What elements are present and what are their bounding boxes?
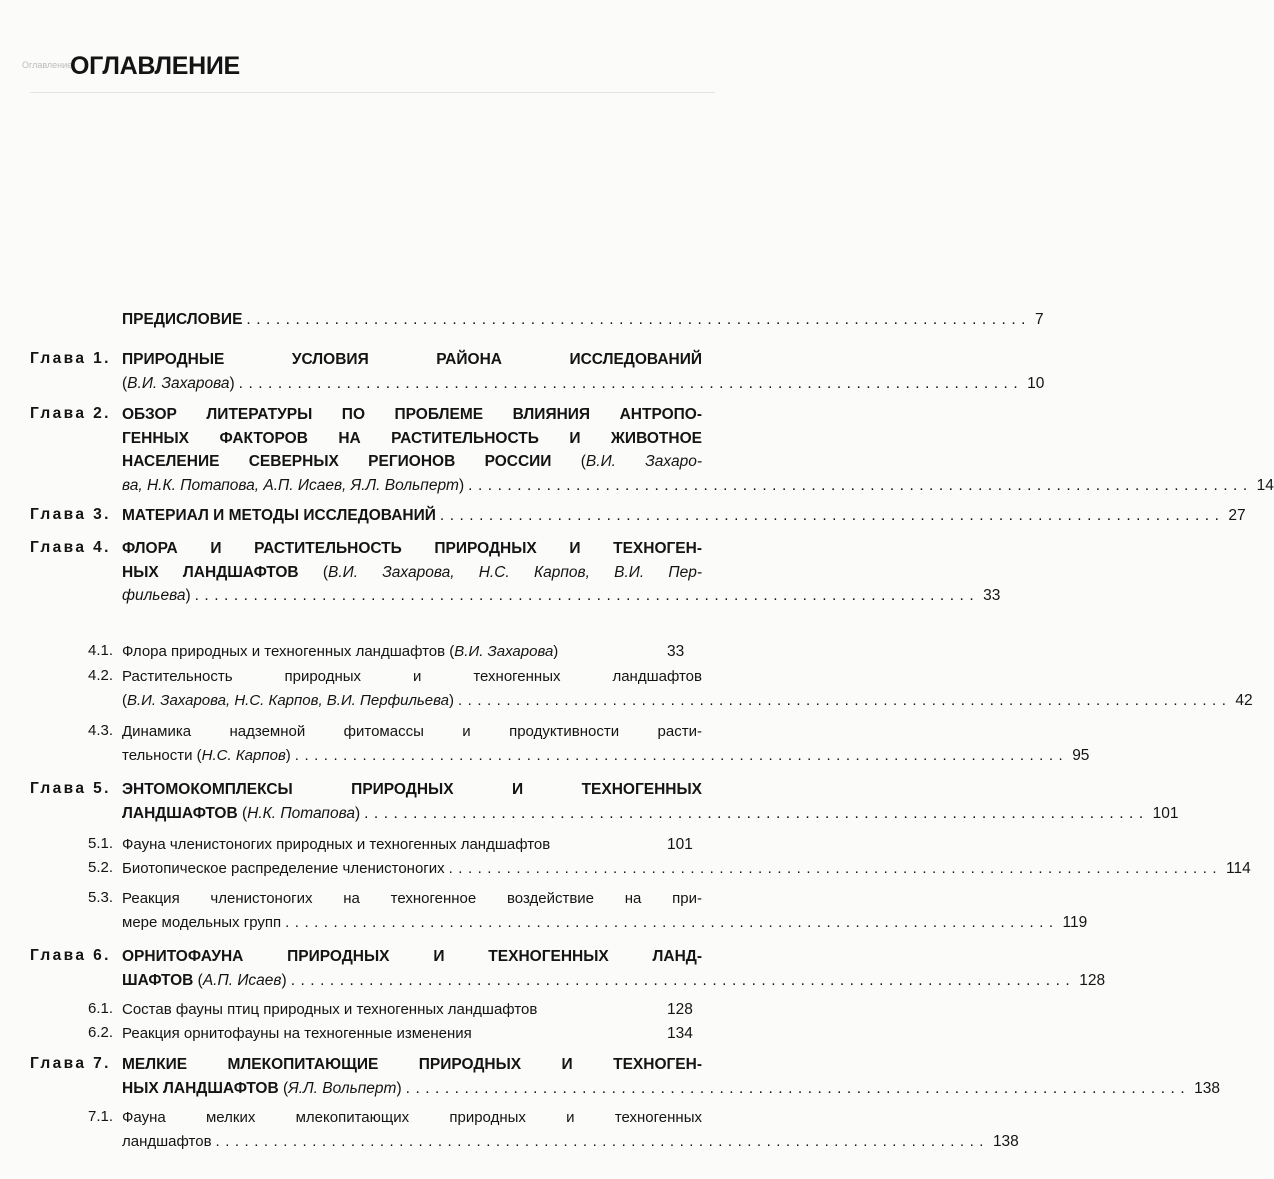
- entry-authors: Н.К. Потапова: [247, 804, 355, 822]
- entry-line: [122, 722, 702, 746]
- entry-text: [122, 642, 558, 666]
- entry-title-segment: Фауна мелких млекопитающих природных и техногенных: [122, 1109, 702, 1126]
- dot-leader: [476, 1024, 663, 1048]
- entry-line: [122, 452, 702, 476]
- entry-title-segment: ): [229, 374, 235, 392]
- dot-leader: ................................................................................: [290, 971, 1076, 989]
- entry-line: [122, 310, 1044, 334]
- entry-authors: В.И. Захарова, Н.С. Карпов, В.И. Пер-: [328, 563, 703, 581]
- chapter-label: Глава 5.: [30, 780, 111, 797]
- entry-title-segment: ОРНИТОФАУНА ПРИРОДНЫХ И ТЕХНОГЕННЫХ ЛАНД-: [122, 948, 702, 965]
- page-number: 119: [1062, 913, 1088, 931]
- running-head: Оглавление: [22, 60, 73, 70]
- entry-line: [122, 506, 1246, 530]
- entry-title-segment: ШАФТОВ: [122, 971, 198, 989]
- entry-text: [122, 691, 454, 715]
- toc-entry[interactable]: [0, 780, 1179, 827]
- entry-line: [122, 429, 702, 453]
- entry-text: [122, 746, 291, 770]
- section-number: 6.1.: [88, 1000, 114, 1017]
- page-number: 95: [1072, 746, 1090, 764]
- page-number: 7: [1034, 311, 1044, 328]
- toc-entry[interactable]: [0, 722, 1090, 769]
- entry-text: [122, 586, 191, 610]
- entry-authors: Н.С. Карпов: [201, 746, 286, 764]
- entry-line: [122, 1132, 1019, 1156]
- entry-line: [122, 1079, 1221, 1103]
- entry-text: [122, 564, 702, 581]
- entry-line: [122, 889, 702, 913]
- entry-text: [122, 723, 702, 740]
- entry-text: [122, 1079, 402, 1103]
- entry-title-segment: ): [448, 691, 454, 709]
- page-number: 101: [667, 836, 693, 853]
- entry-authors: В.И. Захаро-: [585, 453, 703, 470]
- entry-text: [122, 476, 464, 500]
- entry-text: [122, 351, 702, 368]
- entry-title-segment: НЫХ ЛАНДШАФТОВ: [122, 563, 323, 581]
- entry-title-segment: МАТЕРИАЛ И МЕТОДЫ ИССЛЕДОВАНИЙ: [122, 507, 436, 524]
- entry-title-segment: Состав фауны птиц природных и техногенных ландшафтов: [122, 1001, 538, 1018]
- entry-text: [122, 1109, 702, 1126]
- dot-leader: ................................................................................: [405, 1079, 1191, 1097]
- dot-leader: ................................................................................: [439, 507, 1225, 524]
- entry-line: [122, 1055, 702, 1079]
- entry-title-segment: Реакция орнитофауны на техногенные изменения: [122, 1025, 472, 1042]
- entry-text: [122, 310, 242, 334]
- dot-leader: ................................................................................: [215, 1132, 989, 1150]
- dot-leader: ................................................................................: [194, 587, 980, 604]
- entry-line: [122, 1000, 707, 1024]
- entry-line: [122, 667, 702, 691]
- entry-text: [122, 1132, 212, 1156]
- entry-authors: А.П. Исаев: [202, 971, 282, 989]
- dot-leader: ................................................................................: [238, 374, 1024, 392]
- entry-title-segment: МЕЛКИЕ МЛЕКОПИТАЮЩИЕ ПРИРОДНЫХ И ТЕХНОГЕН-: [122, 1056, 702, 1073]
- entry-line: [122, 374, 1045, 398]
- entry-title-segment: ФЛОРА И РАСТИТЕЛЬНОСТЬ ПРИРОДНЫХ И ТЕХНОГЕН-: [122, 540, 702, 557]
- entry-title-segment: ): [185, 587, 191, 604]
- entry-text: [122, 804, 360, 828]
- entry-line: [122, 1024, 707, 1048]
- chapter-label: Глава 4.: [30, 539, 111, 556]
- page-number: 128: [667, 1001, 693, 1018]
- dot-leader: ................................................................................: [246, 311, 1031, 328]
- entry-text: [122, 890, 702, 907]
- page-number: 42: [1235, 691, 1253, 709]
- entry-text: [122, 453, 702, 470]
- toc-entry[interactable]: [0, 1000, 757, 1024]
- entry-title-segment: (: [122, 374, 128, 392]
- entry-line: [122, 563, 702, 587]
- entry-title-segment: НЫХ ЛАНДШАФТОВ: [122, 1079, 283, 1097]
- entry-title-segment: Флора природных и техногенных ландшафтов (: [122, 643, 455, 660]
- entry-title-segment: (: [322, 563, 328, 581]
- entry-authors: фильева: [122, 587, 186, 604]
- entry-authors: Я.Л. Вольперт: [288, 1079, 397, 1097]
- dot-leader: ................................................................................: [294, 746, 1069, 764]
- entry-authors: В.И. Захарова, Н.С. Карпов, В.И. Перфильева: [127, 691, 449, 709]
- entry-text: [122, 406, 702, 423]
- page-number: 138: [992, 1132, 1019, 1150]
- entry-title-segment: ): [396, 1079, 402, 1097]
- entry-text: [122, 948, 702, 965]
- entry-authors: В.И. Захарова: [454, 643, 554, 660]
- toc-entry[interactable]: [0, 667, 1253, 714]
- toc-entry[interactable]: [0, 835, 757, 859]
- page-number: 33: [983, 587, 1001, 604]
- entry-title-segment: ): [458, 476, 465, 494]
- toc-entry[interactable]: [0, 859, 1251, 883]
- page-number: 128: [1079, 971, 1106, 989]
- entry-text: [122, 859, 445, 883]
- entry-line: [122, 476, 1274, 500]
- section-number: 5.1.: [88, 835, 114, 852]
- page-number: 134: [667, 1025, 693, 1042]
- entry-line: [122, 971, 1106, 995]
- entry-title-segment: ЛАНДШАФТОВ: [122, 804, 242, 822]
- page-title: ОГЛАВЛЕНИЕ: [70, 52, 240, 80]
- entry-authors: В.И. Захарова: [127, 374, 230, 392]
- section-number: 5.2.: [88, 859, 114, 876]
- entry-line: [122, 350, 702, 374]
- entry-text: [122, 506, 436, 530]
- entry-text: [122, 781, 702, 798]
- entry-title-segment: Растительность природных и техногенных ландшафтов: [122, 668, 702, 685]
- section-number: 4.1.: [88, 642, 114, 659]
- chapter-label: Глава 3.: [30, 506, 111, 523]
- toc-entry[interactable]: [0, 889, 1088, 936]
- entry-title-segment: Динамика надземной фитомассы и продуктивности расти-: [122, 723, 702, 740]
- toc-entry[interactable]: [0, 1024, 757, 1048]
- dot-leader: ................................................................................: [285, 913, 1059, 931]
- entry-title-segment: НАСЕЛЕНИЕ СЕВЕРНЫХ РЕГИОНОВ РОССИИ: [122, 453, 581, 470]
- page-number: 14: [1256, 476, 1274, 494]
- entry-title-segment: (: [241, 804, 248, 822]
- entry-text: [122, 1024, 472, 1048]
- chapter-label: Глава 6.: [30, 947, 111, 964]
- dot-leader: ................................................................................: [457, 691, 1232, 709]
- entry-line: [122, 746, 1090, 770]
- entry-text: [122, 374, 235, 398]
- entry-title-segment: Фауна членистоногих природных и техногенных ландшафтов: [122, 836, 551, 853]
- page-number: 33: [667, 643, 685, 660]
- page-number: 114: [1226, 860, 1251, 877]
- header-rule: [30, 92, 715, 93]
- toc-entry[interactable]: [0, 310, 1044, 334]
- entry-title-segment: ландшафтов: [122, 1132, 212, 1150]
- entry-title-segment: ЭНТОМОКОМПЛЕКСЫ ПРИРОДНЫХ И ТЕХНОГЕННЫХ: [122, 781, 702, 798]
- entry-line: [122, 691, 1253, 715]
- dot-leader: ................................................................................: [364, 804, 1149, 822]
- dot-leader: [541, 1000, 663, 1024]
- entry-title-segment: ): [285, 746, 291, 764]
- entry-title-segment: ГЕННЫХ ФАКТОРОВ НА РАСТИТЕЛЬНОСТЬ И ЖИВОТНОЕ: [122, 429, 702, 447]
- section-number: 4.3.: [88, 722, 114, 739]
- page-number: 138: [1194, 1079, 1221, 1097]
- dot-leader: [554, 835, 663, 859]
- entry-title-segment: ): [281, 971, 287, 989]
- entry-title-segment: ): [354, 804, 361, 822]
- entry-text: [122, 1000, 537, 1024]
- entry-title-segment: ): [553, 643, 559, 660]
- entry-line: [122, 835, 707, 859]
- entry-line: [122, 780, 702, 804]
- entry-line: [122, 642, 707, 666]
- dot-leader: ................................................................................: [468, 476, 1253, 494]
- chapter-label: Глава 2.: [30, 405, 111, 422]
- section-number: 4.2.: [88, 667, 114, 684]
- entry-title-segment: ПРИРОДНЫЕ УСЛОВИЯ РАЙОНА ИССЛЕДОВАНИЙ: [122, 351, 702, 368]
- entry-title-segment: Биотопическое распределение членистоногих: [122, 860, 445, 877]
- entry-text: [122, 668, 702, 685]
- toc-entry[interactable]: [0, 405, 1274, 499]
- entry-title-segment: (: [122, 691, 127, 709]
- toc-entry[interactable]: [0, 642, 757, 666]
- toc-entry[interactable]: [0, 350, 1045, 397]
- section-number: 6.2.: [88, 1024, 114, 1041]
- section-number: 7.1.: [88, 1108, 114, 1125]
- chapter-label: Глава 1.: [30, 350, 111, 367]
- entry-text: [122, 971, 287, 995]
- toc-entry[interactable]: [0, 539, 1001, 610]
- page-number: 101: [1152, 804, 1179, 822]
- entry-title-segment: мере модельных групп: [122, 913, 282, 931]
- entry-text: [122, 835, 550, 859]
- entry-title-segment: (: [282, 1079, 289, 1097]
- entry-title-segment: ОБЗОР ЛИТЕРАТУРЫ ПО ПРОБЛЕМЕ ВЛИЯНИЯ АНТРОПО-: [122, 406, 702, 423]
- entry-title-segment: Реакция членистоногих на техногенное воздействие на при-: [122, 890, 702, 907]
- section-number: 5.3.: [88, 889, 114, 906]
- toc-entry[interactable]: [0, 1055, 1221, 1102]
- entry-text: [122, 1056, 702, 1073]
- entry-line: [122, 586, 1001, 610]
- entry-title-segment: ПРЕДИСЛОВИЕ: [122, 311, 243, 328]
- dot-leader: ................................................................................: [448, 860, 1223, 877]
- toc-entry[interactable]: [0, 506, 1246, 530]
- entry-text: [122, 540, 702, 557]
- entry-line: [122, 859, 1251, 883]
- entry-line: [122, 539, 702, 563]
- toc-entry[interactable]: [0, 947, 1106, 994]
- entry-text: [122, 430, 702, 447]
- chapter-label: Глава 7.: [30, 1055, 111, 1072]
- entry-line: [122, 947, 702, 971]
- entry-title-segment: тельности (: [122, 746, 202, 764]
- entry-line: [122, 913, 1088, 937]
- entry-line: [122, 1108, 702, 1132]
- entry-title-segment: (: [197, 971, 203, 989]
- dot-leader: [562, 642, 663, 666]
- entry-text: [122, 913, 281, 937]
- entry-line: [122, 804, 1179, 828]
- entry-line: [122, 405, 702, 429]
- page-number: 10: [1027, 374, 1045, 392]
- toc-entry[interactable]: [0, 1108, 1019, 1155]
- page-number: 27: [1228, 507, 1246, 524]
- entry-authors: ва, Н.К. Потапова, А.П. Исаев, Я.Л. Вольперт: [122, 476, 459, 494]
- entry-title-segment: (: [580, 453, 586, 470]
